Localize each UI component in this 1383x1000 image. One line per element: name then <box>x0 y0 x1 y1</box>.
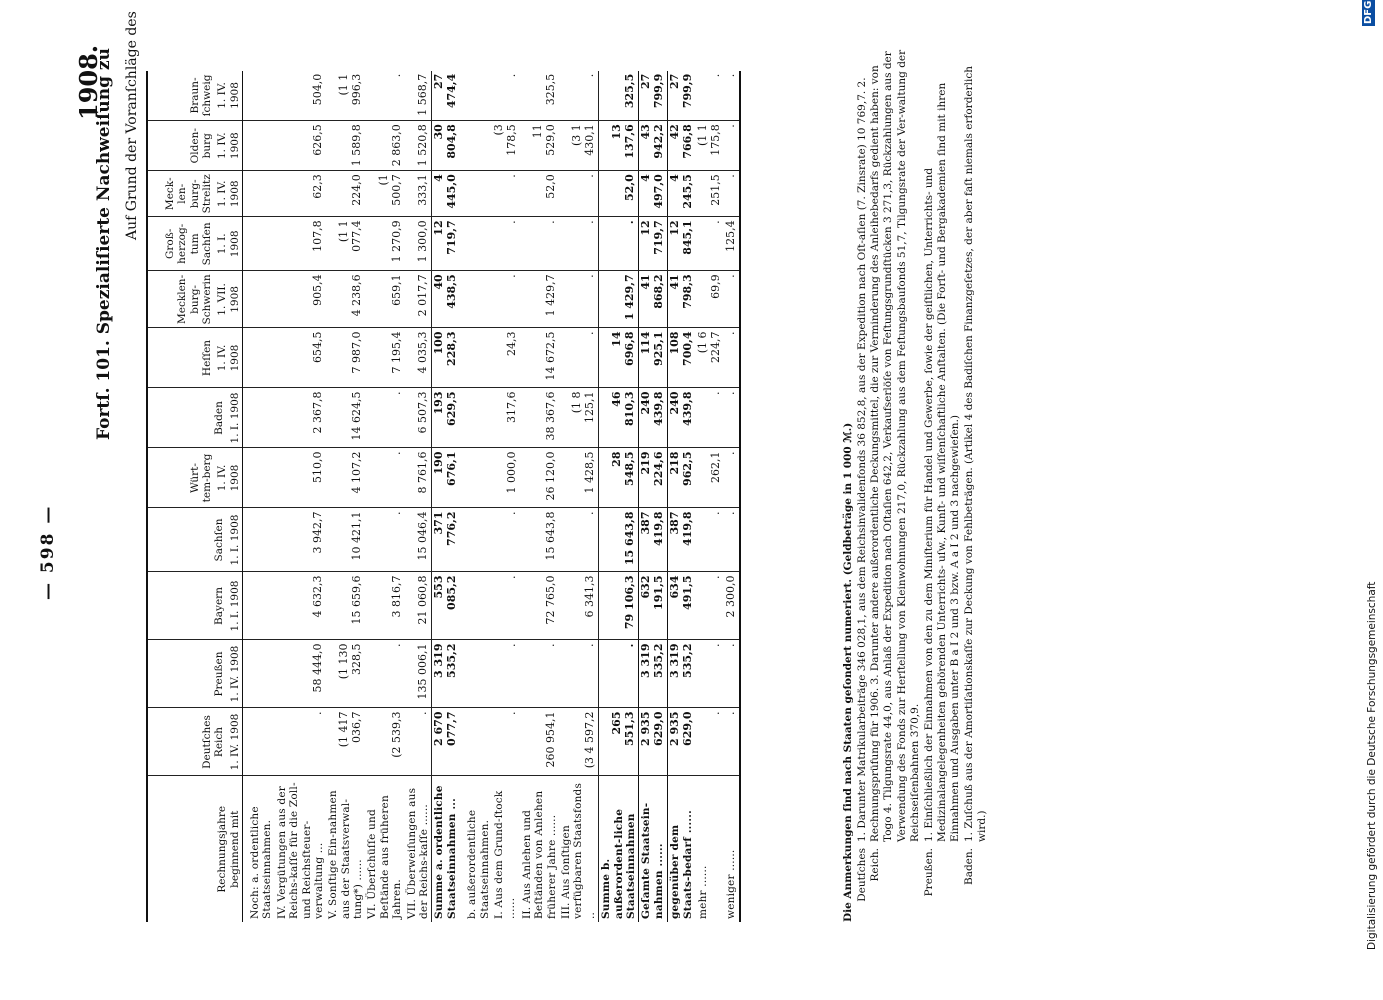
table-cell: (1 130 328,5 <box>326 640 365 708</box>
table-cell: 41 868,2 <box>639 271 668 328</box>
table-cell: 27 799,9 <box>668 71 696 121</box>
table-cell: . <box>559 508 599 572</box>
table-cell: 4 238,6 <box>326 271 365 328</box>
table-cell: . <box>724 328 740 388</box>
table-cell: (1 6 224,7 <box>696 328 724 388</box>
table-cell: 260 954,1 <box>520 708 559 776</box>
table-cell: . <box>599 640 639 708</box>
table-cell: 2 017,7 <box>405 271 432 328</box>
column-name: Olden-burg <box>188 128 213 164</box>
table-cell <box>460 121 492 171</box>
table-cell: 14 696,8 <box>599 328 639 388</box>
table-cell <box>243 572 275 640</box>
table-cell: 4 035,3 <box>405 328 432 388</box>
table-cell: 632 191,5 <box>639 572 668 640</box>
table-cell: 43 942,2 <box>639 121 668 171</box>
table-cell: . <box>365 388 404 448</box>
column-date: 1. IV. 1908 <box>216 180 241 208</box>
table-cell: 1 428,5 <box>559 448 599 508</box>
table-cell: 251,5 <box>696 171 724 217</box>
table-cell <box>243 171 275 217</box>
column-header <box>147 708 243 776</box>
table-cell: 3 319 535,2 <box>639 640 668 708</box>
table-cell: 28 548,5 <box>599 448 639 508</box>
table-cell <box>460 640 492 708</box>
row-label: VI. Überſchüſſe und Beſtände aus früheren Jahren. <box>366 795 404 919</box>
footnotes-heading: Die Anmerkungen ſind nach Staaten geſondert numeriert. (Geldbeträge in 1 000 ℳ.) <box>842 422 854 922</box>
column-date: 1. I. 1908 <box>228 392 241 444</box>
table-cell: 371 776,2 <box>432 508 460 572</box>
table-cell: . <box>520 217 559 271</box>
table-cell: 4 107,2 <box>326 448 365 508</box>
row-label: Summe b. außerordent-liche Staatseinnahmen <box>599 776 639 922</box>
table-cell: . <box>696 71 724 121</box>
table-cell: 24,3 <box>492 328 520 388</box>
table-row <box>599 71 639 922</box>
column-date: 1. IV. 1908 <box>228 713 241 771</box>
column-date: 1. I. 1908 <box>216 230 241 258</box>
footnote <box>923 42 962 922</box>
table-cell <box>243 328 275 388</box>
row-label: Noch: a. ordentliche Staatseinnahmen. <box>249 806 274 919</box>
page-number: — 598 — <box>38 504 58 600</box>
table-row <box>275 71 327 922</box>
table-cell <box>243 640 275 708</box>
dfg-logo: DFG <box>1363 0 1374 24</box>
column-name: Meck-len-burg-Strelitz <box>163 174 213 214</box>
column-date: 1. IV. 1908 <box>216 344 241 372</box>
table-cell: 114 925,1 <box>639 328 668 388</box>
table-cell: (3 4 597,2 <box>559 708 599 776</box>
column-date: 1. VII. 1908 <box>216 283 241 316</box>
table-cell: . <box>492 71 520 121</box>
column-date: 1. IV. 1908 <box>228 645 241 703</box>
table-cell: 2 935 629,0 <box>668 708 696 776</box>
table-cell: . <box>724 708 740 776</box>
column-name: Baden <box>213 401 226 435</box>
table-cell: 12 845,1 <box>668 217 696 271</box>
table-cell: 2 935 629,0 <box>639 708 668 776</box>
column-name: Deutſches Reich <box>200 715 226 769</box>
table-cell: (1 1 077,4 <box>326 217 365 271</box>
table-cell: 10 421,1 <box>326 508 365 572</box>
column-name: Braun-ſchweig <box>188 74 213 117</box>
table-cell: 553 085,2 <box>432 572 460 640</box>
table-cell: . <box>365 448 404 508</box>
table-cell <box>243 271 275 328</box>
page-title: Fortſ. 101. Spezialiſierte Nachweiſung zu <box>94 48 114 440</box>
table-row <box>326 71 365 922</box>
table-cell: 69,9 <box>696 271 724 328</box>
table-cell: 626,5 <box>275 121 327 171</box>
table-cell: 1 589,8 <box>326 121 365 171</box>
column-name: Sachſen <box>213 518 226 562</box>
column-header <box>147 71 243 121</box>
table-cell: . <box>724 508 740 572</box>
table-cell <box>243 448 275 508</box>
table-cell: . <box>724 448 740 508</box>
table-cell: 193 629,5 <box>432 388 460 448</box>
column-header <box>147 271 243 328</box>
table-cell: 905,4 <box>275 271 327 328</box>
table-cell: . <box>559 640 599 708</box>
table-row <box>520 71 559 922</box>
table-cell <box>460 71 492 121</box>
table-cell: 15 643,8 <box>599 508 639 572</box>
table-cell: 6 507,3 <box>405 388 432 448</box>
table-cell: 218 962,5 <box>668 448 696 508</box>
table-cell: . <box>696 572 724 640</box>
table-cell: 46 810,3 <box>599 388 639 448</box>
table-cell <box>460 448 492 508</box>
table-cell: 52,0 <box>520 171 559 217</box>
table-cell: 14 672,5 <box>520 328 559 388</box>
column-date: 1. I. 1908 <box>228 580 241 632</box>
footnote-list <box>856 42 989 922</box>
table-cell: (1 1 175,8 <box>696 121 724 171</box>
column-name: Groß-herzog-tum Sachſen <box>163 222 213 266</box>
table-cell: 135 006,1 <box>405 640 432 708</box>
table-cell <box>460 572 492 640</box>
table-cell: 21 060,8 <box>405 572 432 640</box>
table-cell: 52,0 <box>599 171 639 217</box>
footnote-text: 1. Zuſchuß aus der Amortiſationskaſſe zur Deckung von Fehlbeträgen. (Artikel 4 des Badiſchen Finanzgeſetzes, der aber faſt niemals erforderlich wird.) <box>963 65 989 842</box>
table-row <box>432 71 460 922</box>
table-cell: 240 439,8 <box>668 388 696 448</box>
table-cell: (1 500,7 <box>365 171 404 217</box>
footnote-text: 1. Einſchließlich der Einnahmen von den zu dem Miniſterium für Handel und Gewerbe, ſowie der geiſtlichen, Unterrichts- und Medizinalangelegenheiten gehörenden Unterrichts- uſw., Kunſt- und wiſſenſchaftliche Anſtalten. (Die Forſt- und Bergakademien ſind mit ihren Einnahmen und Ausgaben unter B a I 2 und 3 bzw. A a I 2 und 3 nachgewieſen.) <box>922 82 961 842</box>
table-row <box>559 71 599 922</box>
table-cell: . <box>724 640 740 708</box>
table-cell: 38 367,6 <box>520 388 559 448</box>
footnote-text: 1. Darunter Matrikularbeiträge 346 028,1, aus dem Reichsinvalidenfonds 36 852,8, aus der Expedition nach Oſt-aſien (7. Zinsrate) 10 769,7. 2. Rechnungsprüfung für 1906. 3. Darunter andere außerordentliche Deckungsmittel, die zur Verminderung des Anleihebedarfs gedient haben: von Togo 4. Tilgungsrate 44,0, aus Anlaß der Expedition nach Oſtaſien 642,2, Verkaufserlöſe von Feſtungsgrundſtücken 3 271,3, Rückzahlungen aus der Verwendung des Fonds zur Herſtellung von Kleinwohnungen 217,0, Rückzahlung aus dem Feſtungsbaufonds 51,7, Tilgungsrate der Ver-waltung der Reichseiſenbahnen 370,9. <box>856 49 921 842</box>
table-cell: . <box>696 388 724 448</box>
table-cell: 4 245,5 <box>668 171 696 217</box>
table-cell: (1 8 125,1 <box>559 388 599 448</box>
table-cell: . <box>520 640 559 708</box>
table-cell: 240 439,8 <box>639 388 668 448</box>
table-cell: 12 719,7 <box>432 217 460 271</box>
table-cell: . <box>365 508 404 572</box>
column-header <box>147 217 243 271</box>
table-cell: . <box>492 508 520 572</box>
table-cell: . <box>696 640 724 708</box>
table-cell: 219 224,6 <box>639 448 668 508</box>
table-cell: 4 632,3 <box>275 572 327 640</box>
table-cell: 1 568,7 <box>405 71 432 121</box>
table-cell: 1 000,0 <box>492 448 520 508</box>
table-cell: 79 106,3 <box>599 572 639 640</box>
row-label: weniger ...... <box>724 776 740 922</box>
page-subtitle: Auf Grund der Voranſchläge des <box>124 11 140 240</box>
row-label: II. Aus Anlehen und Beſtänden von Anlehen früherer Jahre ...... <box>520 790 558 919</box>
table-cell: 333,1 <box>405 171 432 217</box>
row-label: Summe a. ordentliche Staatseinnahmen ... <box>432 776 460 922</box>
table-row <box>668 71 696 922</box>
table-cell: 1 520,8 <box>405 121 432 171</box>
table-cell: 27 474,4 <box>432 71 460 121</box>
row-label: mehr ...... <box>697 865 710 919</box>
table-cell: . <box>405 708 432 776</box>
table-cell <box>460 508 492 572</box>
table-cell: 8 761,6 <box>405 448 432 508</box>
table-cell: 15 046,4 <box>405 508 432 572</box>
table-row <box>696 71 724 922</box>
table-cell: . <box>275 708 327 776</box>
table-cell: 30 804,8 <box>432 121 460 171</box>
table-cell: 3 942,7 <box>275 508 327 572</box>
table-cell <box>460 217 492 271</box>
table-row <box>460 71 492 922</box>
table-cell: 11 529,0 <box>520 121 559 171</box>
table-cell: . <box>492 217 520 271</box>
row-label: V. Sonſtige Ein-nahmen aus der Staatsverwal-tung*) ...... <box>327 790 364 919</box>
row-label: VII. Überweiſungen aus der Reichs-kaſſe ...... <box>405 787 430 919</box>
table-cell: 40 438,5 <box>432 271 460 328</box>
table-cell: 72 765,0 <box>520 572 559 640</box>
table-cell: (3 178,5 <box>492 121 520 171</box>
table-cell: 108 700,4 <box>668 328 696 388</box>
table-cell <box>460 708 492 776</box>
table-cell: 659,1 <box>365 271 404 328</box>
table-cell: 1 429,7 <box>520 271 559 328</box>
table-cell: 42 766,8 <box>668 121 696 171</box>
table-cell: 190 676,1 <box>432 448 460 508</box>
column-header <box>147 508 243 572</box>
year-label: 1908. <box>74 44 103 120</box>
column-header <box>147 640 243 708</box>
table-cell: 27 799,9 <box>639 71 668 121</box>
table-header-row <box>147 71 243 922</box>
table-cell: . <box>559 328 599 388</box>
table-cell: . <box>365 640 404 708</box>
footnote-state: Preußen. <box>922 848 935 897</box>
column-date: 1. I. 1908 <box>228 514 241 566</box>
table-row <box>492 71 520 922</box>
column-name: Bayern <box>213 587 226 625</box>
table-cell: 504,0 <box>275 71 327 121</box>
table-cell <box>243 71 275 121</box>
table-cell: 387 419,8 <box>639 508 668 572</box>
row-label: IV. Vergütungen aus der Reichs-kaſſe für die Zoll- und Reichsſteuer-verwaltung ... <box>275 782 325 919</box>
table-cell: 125,4 <box>724 217 740 271</box>
table-cell: . <box>559 217 599 271</box>
footnote <box>963 42 989 922</box>
column-header <box>147 388 243 448</box>
table-cell: 62,3 <box>275 171 327 217</box>
table-cell: 224,0 <box>326 171 365 217</box>
table-cell <box>243 217 275 271</box>
table-cell: . <box>724 388 740 448</box>
table-row <box>639 71 668 922</box>
table-cell: 15 643,8 <box>520 508 559 572</box>
footnote-state: Baden. <box>963 848 976 886</box>
table-cell: (3 1 430,1 <box>559 121 599 171</box>
table-cell: 2 300,0 <box>724 572 740 640</box>
table-cell: . <box>599 217 639 271</box>
row-label: b. außerordentliche Staatseinnahmen. <box>466 809 491 919</box>
table-cell: 634 491,5 <box>668 572 696 640</box>
column-date: 1. IV. 1908 <box>216 132 241 160</box>
table-cell: . <box>724 71 740 121</box>
table-cell: . <box>492 640 520 708</box>
table-cell <box>243 121 275 171</box>
footnote-state: Deutſches Reich. <box>856 848 882 902</box>
row-label: gegenüber dem Staats-bedarf ...... <box>668 776 696 922</box>
column-header <box>147 121 243 171</box>
table-cell: . <box>559 271 599 328</box>
table-cell: 1 300,0 <box>405 217 432 271</box>
column-date: 1. IV. 1908 <box>216 464 241 492</box>
table-cell: 3 319 535,2 <box>668 640 696 708</box>
table-cell <box>460 171 492 217</box>
footnote <box>856 42 922 922</box>
row-label: Geſamte Staatsein-nahmen ...... <box>639 776 668 922</box>
column-header <box>147 171 243 217</box>
table-cell: . <box>696 708 724 776</box>
finance-table <box>146 71 741 922</box>
table-row <box>365 71 404 922</box>
table-cell: 4 497,0 <box>639 171 668 217</box>
table-cell: . <box>559 171 599 217</box>
table-cell: 7 987,0 <box>326 328 365 388</box>
table-cell <box>460 271 492 328</box>
table-cell: 58 444,0 <box>275 640 327 708</box>
table-cell <box>460 388 492 448</box>
table-cell: (1 1 996,3 <box>326 71 365 121</box>
table-cell: 26 120,0 <box>520 448 559 508</box>
table-cell: 107,8 <box>275 217 327 271</box>
column-header <box>147 448 243 508</box>
footnotes <box>842 42 989 922</box>
table-cell: 12 719,7 <box>639 217 668 271</box>
table-cell: 325,5 <box>520 71 559 121</box>
table-cell: 2 670 077,7 <box>432 708 460 776</box>
table-cell: . <box>492 708 520 776</box>
table-cell <box>243 708 275 776</box>
table-body <box>243 71 741 922</box>
table-cell: 13 137,6 <box>599 121 639 171</box>
table-cell: . <box>724 271 740 328</box>
table-cell: . <box>559 71 599 121</box>
table-cell: . <box>696 508 724 572</box>
digitization-credit: Digitalisierung gefördert durch die Deutsche Forschungsgemeinschaft <box>1366 581 1378 950</box>
table-cell: 14 624,5 <box>326 388 365 448</box>
column-name: Mecklen-burg-Schwerin <box>176 274 213 325</box>
table-cell: 2 863,0 <box>365 121 404 171</box>
table-cell: 1 429,7 <box>599 271 639 328</box>
table-row <box>243 71 275 922</box>
table-cell: 325,5 <box>599 71 639 121</box>
table-cell: . <box>696 217 724 271</box>
table-cell: . <box>492 271 520 328</box>
table-cell: . <box>724 171 740 217</box>
table-cell: 3 816,7 <box>365 572 404 640</box>
table-cell: 262,1 <box>696 448 724 508</box>
column-name: Heſſen <box>200 339 213 377</box>
table-cell: 654,5 <box>275 328 327 388</box>
column-name: Würt-tem-berg <box>188 453 213 503</box>
column-header <box>147 328 243 388</box>
table-cell: 510,0 <box>275 448 327 508</box>
row-label: III. Aus ſonſtigen verfügbaren Staatsfonds .. <box>560 782 597 919</box>
row-label: I. Aus dem Grund-ſtock ...... <box>492 790 518 919</box>
column-name: Preußen <box>213 651 226 697</box>
table-cell: . <box>365 71 404 121</box>
column-header <box>147 572 243 640</box>
table-cell: 100 228,3 <box>432 328 460 388</box>
table-cell <box>243 388 275 448</box>
table-cell <box>243 508 275 572</box>
table-cell: . <box>492 171 520 217</box>
table-cell: 2 367,8 <box>275 388 327 448</box>
table-cell: . <box>492 572 520 640</box>
table-cell: (2 539,3 <box>365 708 404 776</box>
table-cell <box>460 328 492 388</box>
table-cell: (1 417 036,7 <box>326 708 365 776</box>
table-row <box>724 71 740 922</box>
table-cell: 317,6 <box>492 388 520 448</box>
table-cell: 387 419,8 <box>668 508 696 572</box>
table-cell: . <box>724 121 740 171</box>
table-cell: 3 319 535,2 <box>432 640 460 708</box>
table-cell: 7 195,4 <box>365 328 404 388</box>
table-cell: 1 270,9 <box>365 217 404 271</box>
table-cell: 15 659,6 <box>326 572 365 640</box>
table-cell: 41 798,3 <box>668 271 696 328</box>
table-cell: 4 445,0 <box>432 171 460 217</box>
column-date: 1. IV. 1908 <box>216 82 241 109</box>
label-column-header: Rechnungsjahre beginnend mit <box>147 776 243 922</box>
table-row <box>405 71 432 922</box>
table-cell: 6 341,3 <box>559 572 599 640</box>
table-cell: 265 551,3 <box>599 708 639 776</box>
